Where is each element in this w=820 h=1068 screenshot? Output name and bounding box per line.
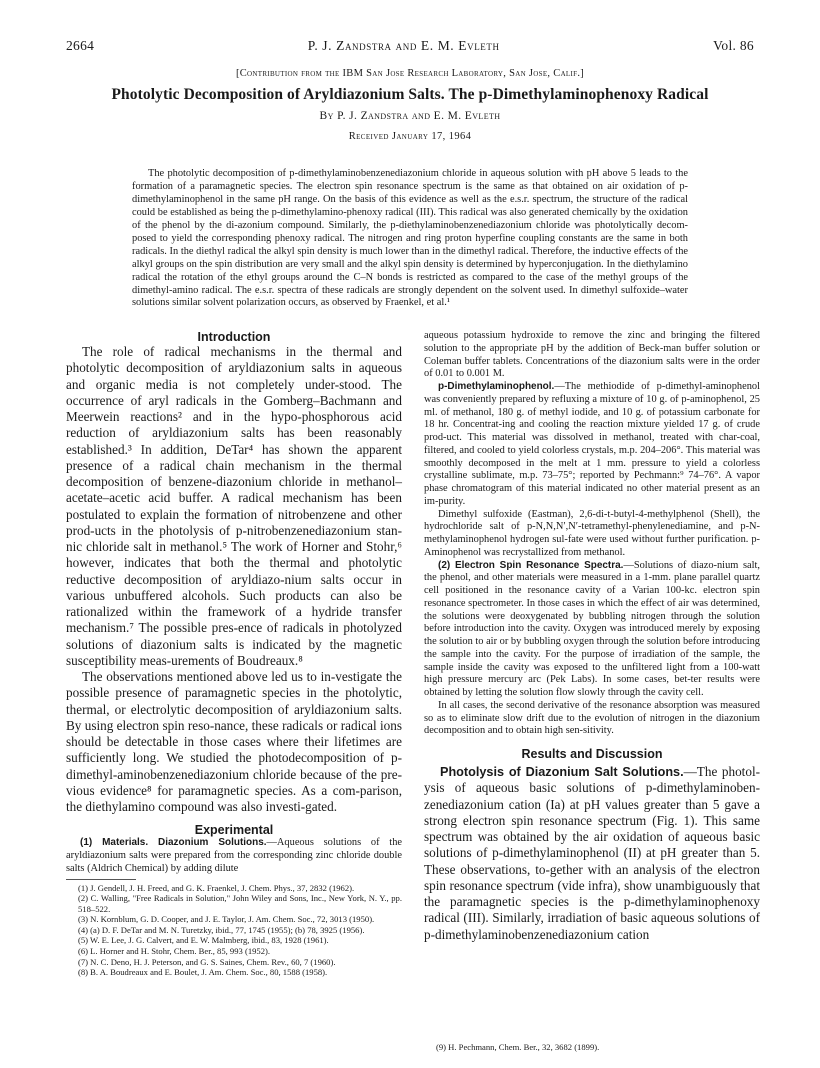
page-number: 2664 (66, 38, 95, 53)
footnote: (3) N. Kornblum, G. D. Cooper, and J. E. Taylor, J. Am. Chem. Soc., 72, 3013 (1950). (78, 914, 375, 925)
intro-paragraph-1: The role of radical mechanisms in the thermal and photolytic decomposition of aryldiazonium salts in aqueous and organic media is not completely under-stood. The occurrence of aryl radicals in the Gomberg–Bachmann and Meerwein reactions² and in the hypo-phosphorous acid reduction of aryldiazonium salts has been reasonably established.³ In addition, DeTar⁴ has shown the apparent presence of a radical chain mechanism in the thermal decomposition of benzene-diazonium chloride in methanol–acetate–acetic acid buffer. A radical mechanism has been postulated to explain the formation of nitrobenzene and other prod-ucts in the photolysis of p-nitrobenzenediazonium stan-nic chloride salt in methanol.⁵ The work of Horner and Stohr,⁶ however, indicates that both the thermal and photolytic reductive decomposition of aryldiazo-nium salts occur in various unbuffered alcohols. Such products can also be rationalized within the framework of a hydride transfer mechanism.⁷ The possible pres-ence of radicals in photolyzed solutions of diazonium salts is indicated by the magnetic susceptibility meas-urements of Boudreaux.⁸ (66, 344, 402, 668)
results-runin-heading: Photolysis of Diazonium Salt Solutions. (440, 765, 684, 779)
author-line: By P. J. Zandstra and E. M. Evleth (319, 110, 501, 122)
phenol-runin-heading: p-Dimethylaminophenol. (438, 381, 555, 392)
right-column (424, 330, 760, 943)
experimental-heading: Experimental (194, 823, 274, 838)
materials-continued: aqueous potassium hydroxide to remove the zinc and bringing the filtered solution to the appropriate pH by the addition of Beck-man buffer solution or Coleman buffer tablets. Concentrations of the diazonium salts were in the order of 0.01 to 0.001 M. (424, 330, 760, 380)
footnote: (5) W. E. Lee, J. G. Calvert, and E. W. Malmberg, ibid., 83, 1928 (1961). (78, 935, 329, 946)
phenol-text: —The methiodide of p-dimethyl-aminophenol was conveniently prepared by refluxing a mixture of 10 g. of p-aminophenol, 25 ml. of methanol, 180 g. of methyl iodide, and 10 g. of potassium carbonate for 18 hr. Concentrat-ing and cooling the reaction mixture yielded 17 g. of crude prod-uct. This material was dissolved in methanol, treated with char-coal, filtered, and cooled to yield colorless crystals, m.p. 204–206°. This material was smoothly decomposed in the melt at 1 mm. pressure to yield a colorless crystalline sublimate, m.p. 73–75°; reported by Pechmann:⁹ 74–76°. A vapor phase chromatogram of this material indicated no other material present as an im-purity. (424, 381, 760, 507)
footnote: (7) N. C. Deno, H. J. Peterson, and G. S. Saines, Chem. Rev., 60, 7 (1960). (78, 956, 336, 967)
footnote: (9) H. Pechmann, Chem. Ber., 32, 3682 (1899). (436, 1042, 600, 1052)
intro-paragraph-2: The observations mentioned above led us to in-vestigate the possible presence of paramagnetic species in the photolytic, thermal, or electrolytic decomposition of aryldiazonium salts. By using electron spin reso-nance, these radicals or radical ions should be detectable in those cases where their lifetimes are sufficiently long. We studied the photodecomposition of p-dimethyl-aminobenzenediazonium chloride because of the pre-vious evidence⁸ for paramagnetic species. As a com-parison, the diethylamino compound was also investi-gated. (66, 669, 402, 814)
footnote-rule (66, 879, 136, 880)
reagents-paragraph: Dimethyl sulfoxide (Eastman), 2,6-di-t-butyl-4-methylphenol (Shell), the hydrochloride salt of p-N,N,N′,N′-tetramethyl-phenylenediamine, and p-N-methylaminophenol hydrogen sul-fate were used without further purification. p-Aminophenol was recrystallized from methanol. (424, 508, 760, 558)
received-date: Received January 17, 1964 (348, 131, 472, 142)
esr-runin-heading: (2) Electron Spin Resonance Spectra. (438, 559, 624, 571)
article-title: Photolytic Decomposition of Aryldiazonium Salts. The p-Dimethylaminophenoxy Radical (111, 86, 709, 103)
results-heading: Results and Discussion (521, 747, 663, 761)
derivative-paragraph: In all cases, the second derivative of the resonance absorption was measured so as to eliminate slow drift due to the evolution of nitrogen in the diazonium decomposition and to obtain high sen-sitivity. (424, 699, 760, 737)
footnote: (2) C. Walling, "Free Radicals in Solution," John Wiley and Sons, Inc., New York, N. Y., pp. 518–522. (78, 893, 402, 914)
introduction-heading: Introduction (197, 330, 271, 344)
running-header (66, 38, 754, 54)
volume-number: Vol. 86 (713, 38, 754, 53)
footnote: (6) L. Horner and H. Stohr, Chem. Ber., 85, 993 (1952). (78, 946, 271, 957)
left-column (66, 330, 402, 978)
materials-paragraph (66, 837, 402, 875)
running-title: P. J. Zandstra and E. M. Evleth (307, 38, 500, 53)
materials-runin-heading: (1) Materials. Diazonium Solutions. (80, 837, 267, 849)
footnote: (1) J. Gendell, J. H. Freed, and G. K. Fraenkel, J. Chem. Phys., 37, 2832 (1962). (78, 882, 355, 893)
footnote-list (66, 883, 402, 978)
abstract: The photolytic decomposition of p-dimethylaminobenzenediazonium chloride in aqueous solution with pH above 5 leads to the formation of a paramagnetic species. The electron spin resonance spectrum is the same as that obtained on air oxidation of p-dimethylaminophenol in the same pH range. On the basis of this evidence as well as the e.s.r. spectrum, the structure of the radical could be established as being the p-dimethylamino-phenoxy radical (III). This radical was also generated chemically by the oxidation of the phenol by the di-azonium compound. Similarly, the p-diethylaminobenzenediazonium chloride was photolytically decom-posed to yield the corresponding phenoxy radical. The nitrogen and ring proton hyperfine coupling constants are the same in both radicals. In the diethyl radical the alkyl spin density is much lower than in the dimethyl radical. Therefore, the inductive effects of the alkyl groups on the spin distribution are very small and the alkyl spin density is determined by hyperconjugation. In the diethylamino radical the rotation of the ethyl groups around the C–N bonds is restricted as compared to the case of the methyl groups of the dimethyl-amino radical. The e.s.r. spectra of these radicals are strongly dependent on the solvent used. In dimethyl sulfoxide–water solutions similar solvent polarization occurs, as observed by Fraenkel, et al.¹ (132, 168, 688, 309)
esr-paragraph (424, 560, 760, 700)
right-footnote-list (424, 1042, 760, 1053)
phenol-paragraph (424, 381, 760, 509)
right-footnote-block (424, 1042, 760, 1053)
footnote: (8) B. A. Boudreaux and E. Boulet, J. Am. Chem. Soc., 80, 1588 (1958). (78, 967, 328, 978)
materials-text: —Aqueous solutions of the aryldiazonium salts were prepared from the corresponding zinc chloride double salts (Aldrich Chemical) by adding dilute (66, 837, 402, 874)
results-text: —The photol-ysis of aqueous basic solutions of p-dimethylaminoben-zenediazonium cation (Ia) at pH values greater than 5 gave a strong electron spin resonance spectrum (Fig. 1). This same spectrum was obtained by the air oxidation of aqueous basic solutions of p-dimethylaminophenol (II) at pH greater than 5. These observations, to-gether with an analysis of the electron spin resonance spectrum (vide infra), show unambiguously that the paramagnetic species is the p-dimethylaminophenoxy radical (III). Similarly, irradiation of basic aqueous solutions of p-dimethylaminobenzenediazonium cation (424, 764, 760, 942)
results-paragraph (424, 764, 760, 943)
esr-text: —Solutions of diazo-nium salt, the phenol, and other materials were measured in a 1-mm. plane parallel quartz cell positioned in the resonance cavity of a Varian 100-kc. electron spin resonance spectrometer. In those cases in which the effect of air was determined, the solutions were deoxygenated by bubbling nitrogen through the solution before introduction into the cavity. Oxygen was introduced merely by exposing the solution to air or by bubbling oxygen through the solution before introducing the sample into the cavity. For the purpose of irradiation of the sample, the sample inside the cavity was exposed to the unfiltered light from a 100-watt high pressure mercury arc (Pek Labs). In some cases, bet-ter results were obtained by letting the solution flow slowly through the cavity cell. (424, 559, 761, 698)
footnote: (4) (a) D. F. DeTar and M. N. Turetzky, ibid., 77, 1745 (1955); (b) 78, 3925 (1956). (78, 924, 365, 935)
contribution-line: [Contribution from the IBM San Jose Research Laboratory, San Jose, Calif.] (235, 68, 585, 79)
